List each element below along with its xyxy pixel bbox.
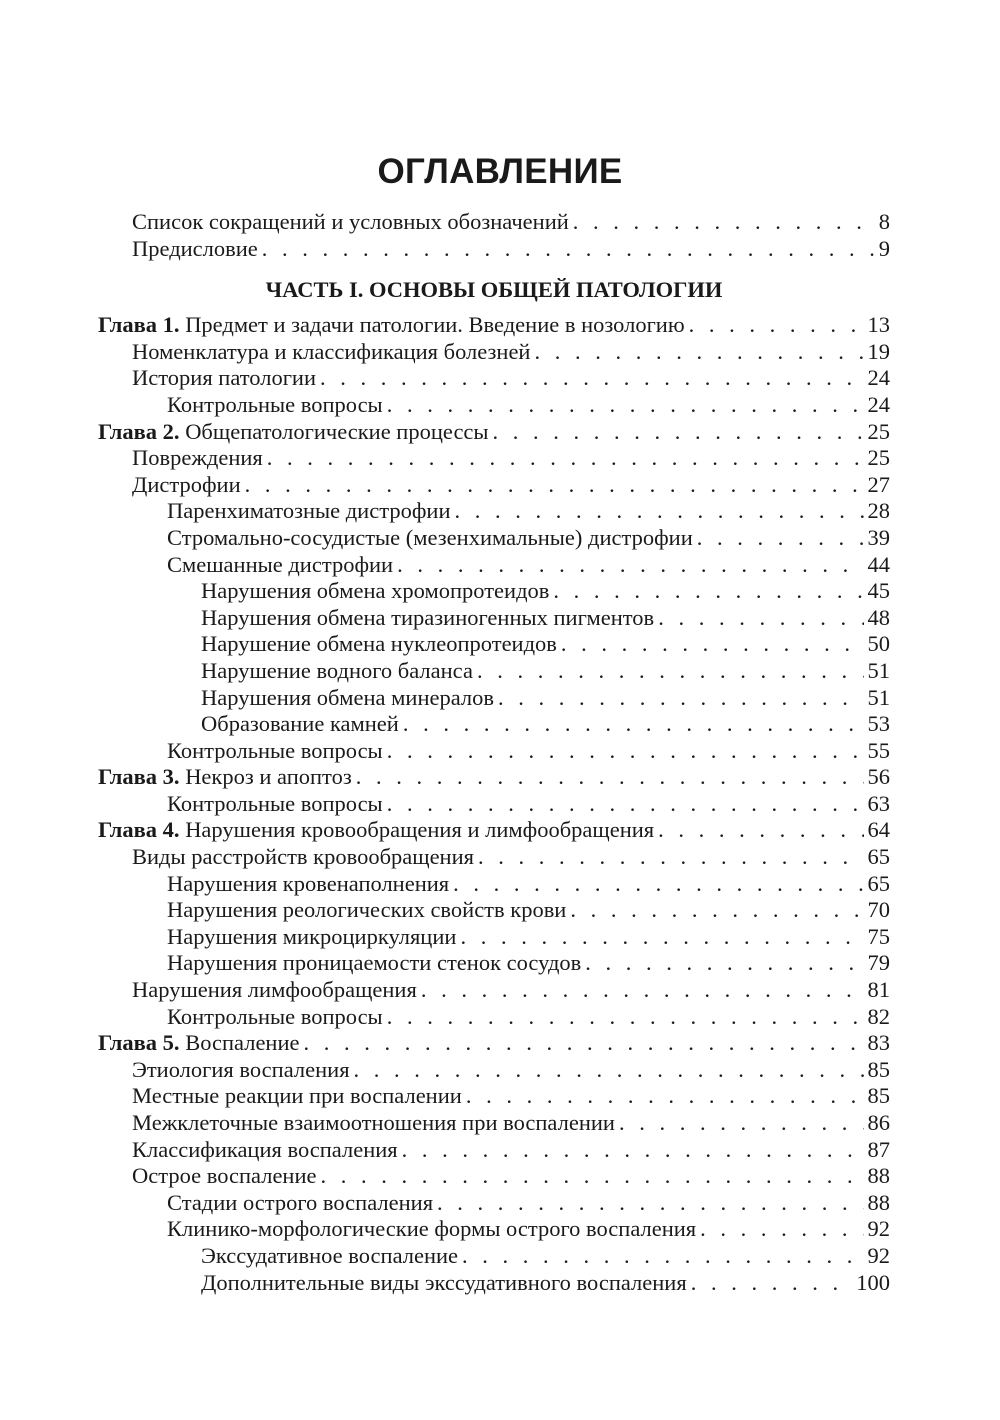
toc-page-number: 82 [867, 1003, 890, 1029]
toc-chapter-5[interactable] [98, 1030, 890, 1057]
chapter-label: Глава 1. [98, 312, 180, 338]
toc-chapter-4[interactable] [98, 817, 890, 844]
toc-page-number: 63 [867, 790, 890, 816]
dot-leader [561, 631, 864, 658]
dot-leader [534, 339, 863, 366]
toc-entry[interactable] [98, 498, 890, 525]
toc-entry-text: Экссудативное воспаление [201, 1242, 459, 1268]
toc-entry[interactable] [98, 950, 890, 977]
chapter-label: Глава 3. [98, 764, 180, 790]
toc-entry-preface[interactable] [98, 236, 890, 263]
toc-page-number: 51 [867, 657, 890, 683]
dot-leader [387, 392, 864, 419]
chapter-title: Некроз и апоптоз [185, 764, 352, 790]
toc-entry-text: Контрольные вопросы [167, 1003, 383, 1029]
toc-entry[interactable] [98, 472, 890, 499]
toc-page-number: 19 [867, 338, 890, 364]
toc-entry[interactable] [98, 392, 890, 419]
dot-leader [498, 685, 863, 712]
toc-page-number: 24 [867, 391, 890, 417]
dot-leader [397, 552, 863, 579]
dot-leader [354, 1057, 864, 1084]
dot-leader [691, 1270, 853, 1297]
part-heading: ЧАСТЬ I. ОСНОВЫ ОБЩЕЙ ПАТОЛОГИИ [265, 277, 723, 303]
toc-page-number: 65 [867, 870, 890, 896]
toc-entry-text [98, 1030, 300, 1057]
toc-entry[interactable] [98, 1243, 890, 1270]
dot-leader [387, 791, 864, 818]
toc-page-number: 70 [867, 897, 890, 923]
toc-entry-text: Нарушения обмена хромопротеидов [201, 578, 550, 604]
toc-page-number: 83 [867, 1030, 890, 1056]
toc-page-number: 44 [867, 551, 890, 577]
toc-page-number: 39 [867, 524, 890, 550]
toc-entry-text: Стадии острого воспаления [167, 1189, 434, 1215]
dot-leader [304, 1030, 864, 1057]
toc-entry-text: Виды расстройств кровообращения [132, 844, 474, 870]
dot-leader [689, 312, 864, 339]
toc-entry[interactable] [98, 1110, 890, 1137]
dot-leader [321, 1163, 864, 1190]
dot-leader [387, 1004, 864, 1031]
toc-entry-text: Контрольные вопросы [167, 737, 383, 763]
toc-page-number: 81 [867, 977, 890, 1003]
toc-entry-text: Нарушения проницаемости стенок сосудов [167, 950, 582, 976]
toc-entry-text: Контрольные вопросы [167, 790, 383, 816]
toc-entry[interactable] [98, 977, 890, 1004]
dot-leader [402, 1137, 864, 1164]
toc-entry[interactable] [98, 685, 890, 712]
toc-entry[interactable] [98, 871, 890, 898]
toc-page-number: 92 [867, 1242, 890, 1268]
toc-entry-text: Нарушения микроциркуляции [167, 923, 457, 949]
dot-leader [454, 498, 863, 525]
toc-entry-text: Паренхиматозные дистрофии [167, 498, 451, 524]
toc-page-number: 64 [867, 817, 890, 843]
toc-entry-text: История патологии [132, 365, 317, 391]
toc-entry-text: Нарушения кровенаполнения [167, 870, 450, 896]
dot-leader [453, 871, 863, 898]
toc-chapter-2[interactable] [98, 419, 890, 446]
toc-entry-text: Номенклатура и классификация болезней [132, 338, 531, 364]
toc-page-number: 87 [867, 1136, 890, 1162]
toc-page-number: 13 [867, 312, 890, 338]
dot-leader [477, 658, 864, 685]
toc-entry[interactable] [98, 791, 890, 818]
toc-entry[interactable] [98, 1163, 890, 1190]
toc-entry[interactable] [98, 631, 890, 658]
toc-page-number: 75 [867, 923, 890, 949]
toc-page-number: 85 [867, 1083, 890, 1109]
toc-page-number: 88 [867, 1189, 890, 1215]
toc-entry[interactable] [98, 1270, 890, 1297]
toc-page-number: 27 [867, 471, 890, 497]
toc-page-number: 56 [867, 764, 890, 790]
table-of-contents [98, 209, 890, 1296]
toc-page-number: 28 [867, 498, 890, 524]
toc-entry-abbreviations[interactable] [98, 209, 890, 236]
toc-entry-text: Этиология воспаления [132, 1056, 350, 1082]
toc-page-number: 65 [867, 844, 890, 870]
dot-leader [658, 817, 863, 844]
page-title: ОГЛАВЛЕНИЕ [377, 152, 623, 191]
toc-page-number: 25 [867, 418, 890, 444]
toc-entry[interactable] [98, 1190, 890, 1217]
toc-entry-text [98, 817, 654, 844]
toc-entry-text [98, 419, 489, 446]
toc-entry-text: Нарушение водного баланса [201, 657, 473, 683]
toc-page-number: 9 [878, 235, 890, 261]
dot-leader [356, 764, 864, 791]
chapter-title: Воспаление [185, 1030, 300, 1056]
toc-page-number: 86 [867, 1110, 890, 1135]
chapter-label: Глава 5. [98, 1030, 180, 1056]
toc-entry[interactable] [98, 1216, 890, 1243]
dot-leader [462, 1243, 863, 1270]
toc-page-number: 50 [867, 631, 890, 657]
toc-entry-text: Нарушение обмена нуклеопротеидов [201, 631, 557, 657]
toc-entry-text: Дистрофии [132, 471, 241, 497]
dot-leader [697, 525, 864, 552]
chapter-label: Глава 4. [98, 817, 180, 843]
toc-entry-text: Острое воспаление [132, 1163, 317, 1189]
toc-entry-text: Образование камней [201, 711, 399, 737]
toc-entry[interactable] [98, 552, 890, 579]
toc-entry-text: Стромально-сосудистые (мезенхимальные) дистрофии [167, 524, 693, 550]
toc-entry-text: Местные реакции при воспалении [132, 1083, 462, 1109]
toc-entry-text: Список сокращений и условных обозначений [132, 209, 569, 234]
dot-leader [700, 1216, 863, 1243]
dot-leader [466, 1083, 864, 1110]
toc-page-number: 24 [867, 365, 890, 391]
toc-entry-text: Дополнительные виды экссудативного воспаления [201, 1269, 687, 1295]
toc-entry[interactable] [98, 1004, 890, 1031]
toc-page-number: 48 [867, 604, 890, 630]
toc-page-number: 8 [878, 209, 890, 234]
toc-entry[interactable] [98, 658, 890, 685]
dot-leader [619, 1110, 864, 1137]
dot-leader [493, 419, 864, 446]
dot-leader [421, 977, 864, 1004]
toc-chapter-1[interactable] [98, 312, 890, 339]
toc-chapter-3[interactable] [98, 764, 890, 791]
toc-entry[interactable] [98, 711, 890, 738]
toc-entry-text: Нарушения обмена минералов [201, 684, 495, 710]
dot-leader [573, 209, 875, 236]
toc-entry[interactable] [98, 1057, 890, 1084]
toc-entry[interactable] [98, 1137, 890, 1164]
toc-page-number: 100 [856, 1269, 890, 1295]
toc-entry[interactable] [98, 525, 890, 552]
toc-page-number: 85 [867, 1056, 890, 1082]
toc-page-number: 92 [867, 1216, 890, 1242]
chapter-title: Нарушения кровообращения и лимфообращения [185, 817, 655, 843]
dot-leader [320, 365, 863, 392]
dot-leader [267, 445, 864, 472]
toc-page-number: 51 [867, 684, 890, 710]
toc-entry-text: Классификация воспаления [132, 1136, 398, 1162]
toc-entry[interactable] [98, 844, 890, 871]
toc-entry[interactable] [98, 339, 890, 366]
toc-entry-text: Повреждения [132, 445, 263, 471]
toc-page-number: 88 [867, 1163, 890, 1189]
toc-entry-text: Смешанные дистрофии [167, 551, 394, 577]
toc-entry-text [98, 312, 685, 339]
dot-leader [387, 738, 864, 765]
toc-entry-text: Нарушения реологических свойств крови [167, 897, 567, 923]
toc-page-number: 53 [867, 711, 890, 737]
toc-entry-text: Нарушения лимфообращения [132, 977, 417, 1003]
dot-leader [553, 578, 863, 605]
toc-entry[interactable] [98, 605, 890, 632]
toc-entry-text [98, 764, 352, 791]
toc-entry-text: Межклеточные взаимоотношения при воспалении [132, 1110, 615, 1135]
toc-entry-text: Предисловие [132, 235, 258, 261]
chapter-title: Общепатологические процессы [185, 418, 489, 444]
toc-page-number: 55 [867, 737, 890, 763]
toc-entry[interactable] [98, 445, 890, 472]
toc-entry[interactable] [98, 897, 890, 924]
chapter-label: Глава 2. [98, 418, 180, 444]
dot-leader [460, 924, 863, 951]
toc-page-number: 45 [867, 578, 890, 604]
dot-leader [437, 1190, 863, 1217]
chapter-title: Предмет и задачи патологии. Введение в нозологию [185, 312, 685, 338]
dot-leader [403, 711, 864, 738]
toc-entry[interactable] [98, 738, 890, 765]
toc-entry[interactable] [98, 924, 890, 951]
dot-leader [570, 897, 863, 924]
dot-leader [585, 950, 863, 977]
toc-entry[interactable] [98, 578, 890, 605]
dot-leader [658, 605, 863, 632]
toc-entry[interactable] [98, 1083, 890, 1110]
toc-page-number: 79 [867, 950, 890, 976]
toc-entry[interactable] [98, 365, 890, 392]
toc-entry-text: Нарушения обмена тиразиногенных пигментов [201, 604, 655, 630]
toc-entry-text: Контрольные вопросы [167, 391, 383, 417]
dot-leader [262, 236, 875, 263]
toc-page-number: 25 [867, 445, 890, 471]
dot-leader [245, 472, 864, 499]
dot-leader [478, 844, 864, 871]
toc-entry-text: Клинико-морфологические формы острого воспаления [167, 1216, 697, 1242]
